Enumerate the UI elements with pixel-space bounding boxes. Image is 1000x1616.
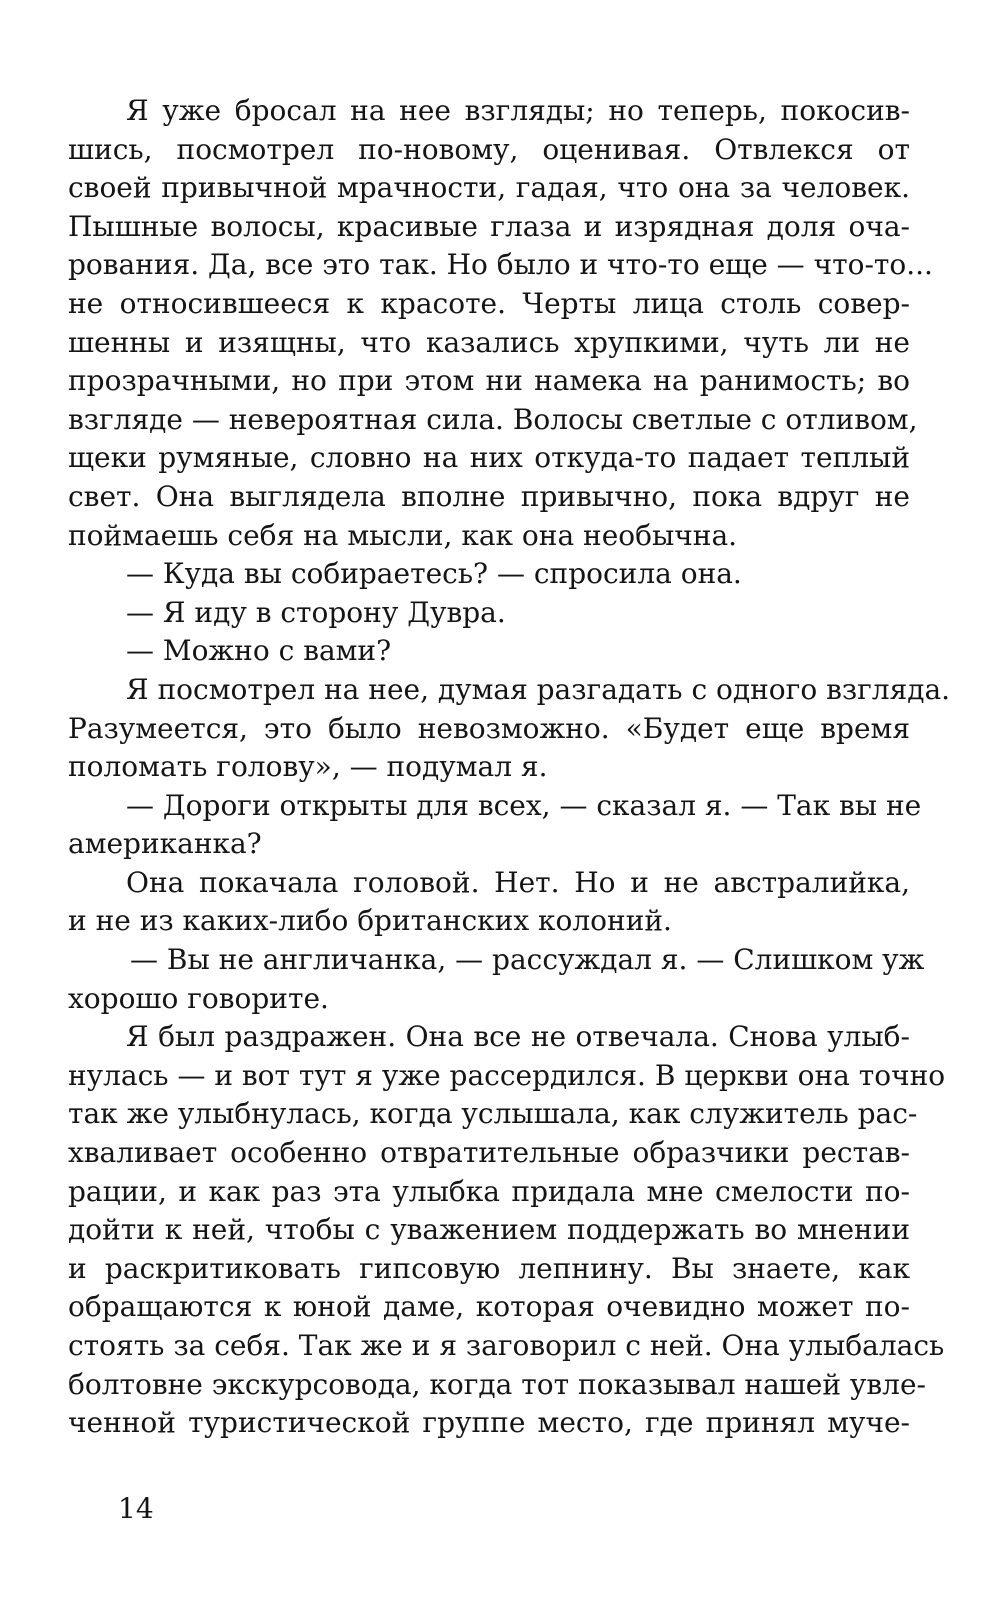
text-line: — Куда вы собираетесь? — спросила она. [126,557,742,591]
text-line: Разумеется, это было невозможно. «Будет еще время [68,711,910,745]
text-line: стоять за себя. Так же и я заговорил с ней. Она улыбалась [68,1329,945,1362]
text-line: американка? [68,827,262,861]
text-line: обращаются к юной даме, которая очевидно может по- [68,1290,910,1324]
text-line: дойти к ней, чтобы с уважением поддержать во мнении [68,1213,910,1247]
text-line: Она покачала головой. Нет. Но и не австралийка, [126,865,910,899]
text-line: шись, посмотрел по-новому, оценивая. Отвлекся от [68,132,910,166]
body-text [68,92,951,1443]
text-line: и не из каких-либо британских колоний. [68,904,672,938]
text-line: так же улыбнулась, когда услышала, как служитель рас- [68,1097,918,1131]
text-line: — Можно с вами? [126,634,392,668]
text-line: ченной туристической группе место, где принял муче- [68,1406,910,1440]
text-line: Я посмотрел на нее, думая разгадать с одного взгляда. [126,672,951,706]
text-line: хорошо говорите. [68,981,329,1015]
text-line: — Вы не англичанка, — рассуждал я. — Слишком уж [130,943,925,977]
text-line: и раскритиковать гипсовую лепнину. Вы знаете, как [68,1251,910,1285]
text-line: болтовне экскурсовода, когда тот показывал нашей увле- [68,1367,926,1401]
text-line: шенны и изящны, что казались хрупкими, чуть ли не [68,325,910,359]
text-line: поломать голову», — подумал я. [68,750,548,784]
text-line: свет. Она выглядела вполне привычно, пока вдруг не [68,479,910,513]
text-line: не относившееся к красоте. Черты лица столь совер- [68,286,910,320]
text-line: — Я иду в сторону Дувра. [126,595,506,629]
page-number: 14 [118,1492,154,1525]
text-line: Я уже бросал на нее взгляды; но теперь, покосив- [126,94,910,127]
text-line: поймаешь себя на мысли, как она необычна. [68,518,738,552]
text-line: взгляде — невероятная сила. Волосы светлые с отливом, [68,402,918,436]
text-line: своей привычной мрачности, гадая, что она за человек. [68,171,910,205]
text-line: — Дороги открыты для всех, — сказал я. — Так вы не [126,788,922,822]
text-line: рования. Да, все это так. Но было и что-то еще — что-то... [68,248,933,282]
text-line: хваливает особенно отвратительные образчики рестав- [68,1136,910,1170]
text-line: Я был раздражен. Она все не отвечала. Снова улыб- [126,1020,910,1054]
text-line: рации, и как раз эта улыбка придала мне смелости по- [68,1174,910,1208]
text-line: прозрачными, но при этом ни намека на ранимость; во [68,364,910,398]
text-line: нулась — и вот тут я уже рассердился. В церкви она точно [68,1058,946,1092]
text-line: Пышные волосы, красивые глаза и изрядная доля оча- [68,209,910,243]
text-line: щеки румяные, словно на них откуда-то падает теплый [68,441,910,475]
